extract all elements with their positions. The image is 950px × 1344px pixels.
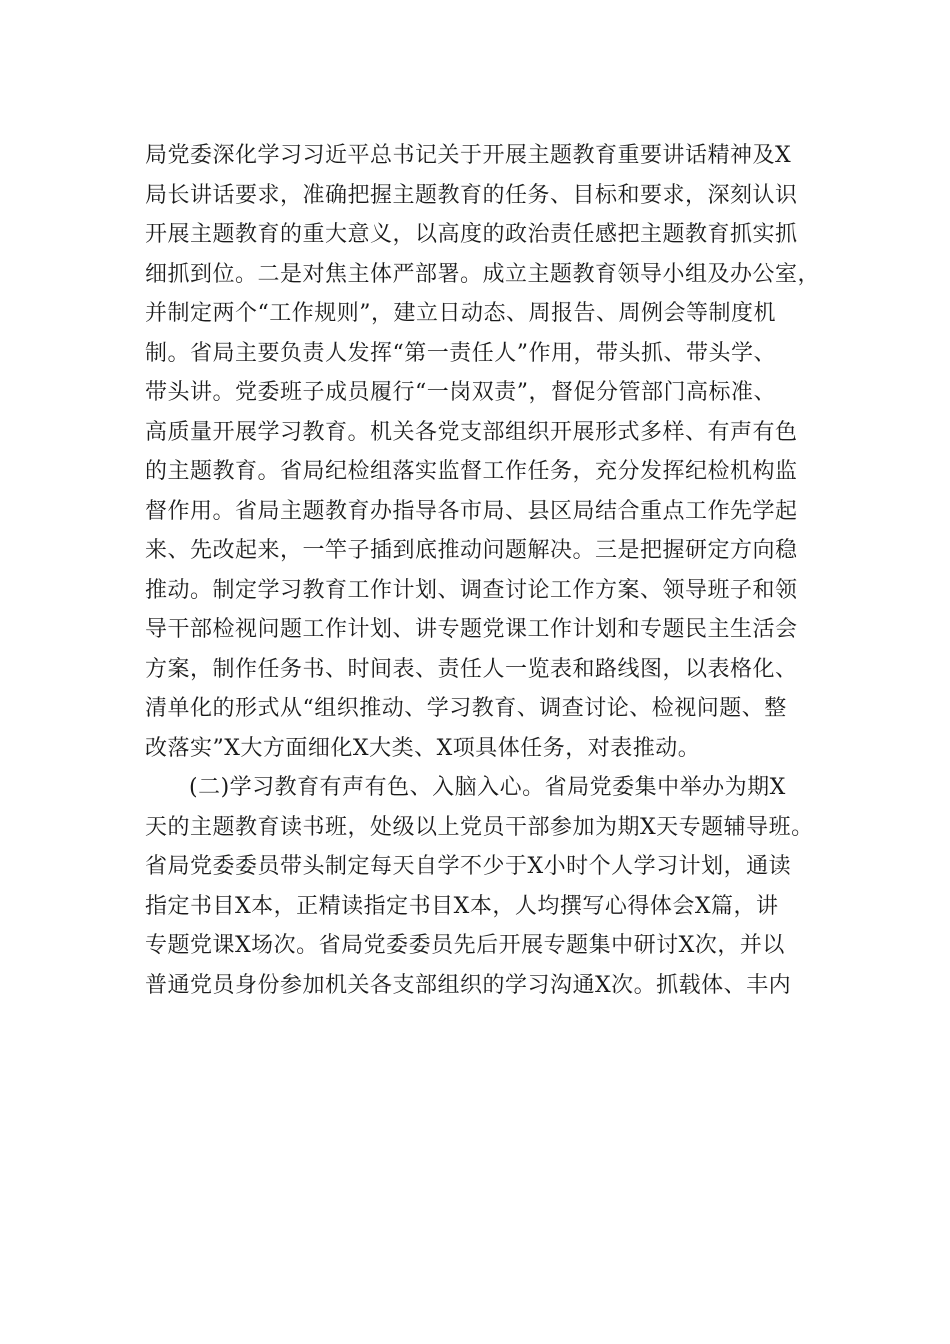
text-line: 专题党课X场次。省局党委委员先后开展专题集中研讨X次，并以 xyxy=(145,933,785,958)
body-text xyxy=(145,136,821,1005)
text-line: 导干部检视问题工作计划、讲专题党课工作计划和专题民主生活会 xyxy=(145,617,798,642)
text-line: 高质量开展学习教育。机关各党支部组织开展形式多样、有声有色 xyxy=(145,419,798,445)
text-line: 方案，制作任务书、时间表、责任人一览表和路线图，以表格化、 xyxy=(145,656,798,682)
text-line: 局党委深化学习习近平总书记关于开展主题教育重要讲话精神及X xyxy=(145,143,792,168)
text-line: 推动。制定学习教育工作计划、调查讨论工作方案、领导班子和领 xyxy=(145,577,798,603)
text-line: 并制定两个“工作规则”，建立日动态、周报告、周例会等制度机 xyxy=(145,301,776,326)
text-line: 细抓到位。二是对焦主体严部署。成立主题教育领导小组及办公室， xyxy=(145,261,821,287)
text-line: 指定书目X本，正精读指定书目X本，人均撰写心得体会X篇，讲 xyxy=(145,893,779,919)
text-line: 督作用。省局主题教育办指导各市局、县区局结合重点工作先学起 xyxy=(145,498,798,524)
text-line: 省局党委委员带头制定每天自学不少于X小时个人学习计划，通读 xyxy=(145,854,792,879)
text-line: 清单化的形式从“组织推动、学习教育、调查讨论、检视问题、整 xyxy=(145,696,787,721)
text-line: 局长讲话要求，准确把握主题教育的任务、目标和要求，深刻认识 xyxy=(145,182,798,208)
text-line: 改落实”X大方面细化X大类、X项具体任务，对表推动。 xyxy=(145,735,701,761)
text-line: 的主题教育。省局纪检组落实监督工作任务，充分发挥纪检机构监 xyxy=(145,459,798,484)
text-line: 开展主题教育的重大意义，以高度的政治责任感把主题教育抓实抓 xyxy=(145,222,798,247)
text-line: 制。省局主要负责人发挥“第一责任人”作用，带头抓、带头学、 xyxy=(145,340,776,366)
text-line: 普通党员身份参加机关各支部组织的学习沟通X次。抓载体、丰内 xyxy=(145,972,792,998)
section-heading-line: (二)学习教育有声有色、入脑入心。省局党委集中举办为期X xyxy=(189,775,786,800)
text-line: 天的主题教育读书班，处级以上党员干部参加为期X天专题辅导班。 xyxy=(145,814,814,840)
text-line: 来、先改起来，一竿子插到底推动问题解决。三是把握研定方向稳 xyxy=(145,538,798,563)
text-line: 带头讲。党委班子成员履行“一岗双责”，督促分管部门高标准、 xyxy=(145,380,776,405)
